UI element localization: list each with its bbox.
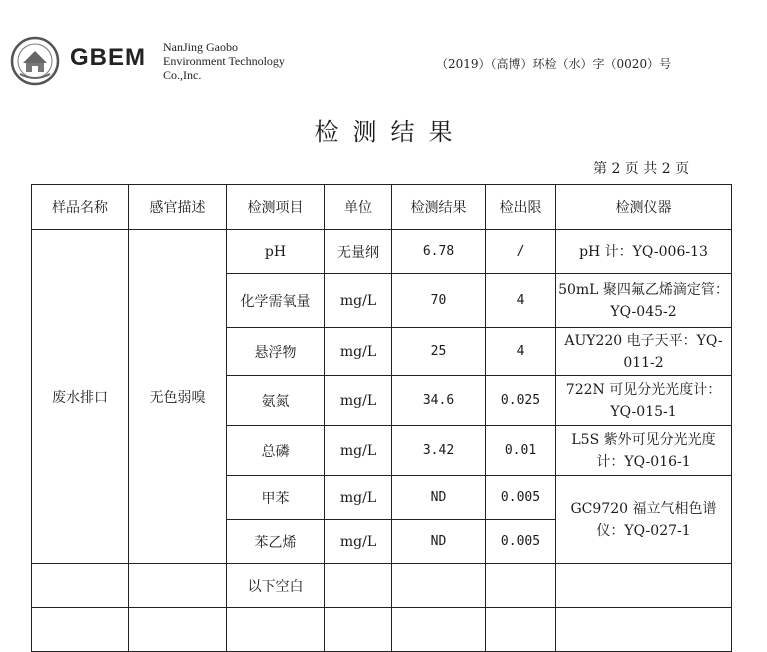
result-cell: 3.42	[392, 426, 486, 476]
empty-cell	[392, 564, 486, 608]
col-header-sample-name: 样品名称	[32, 185, 129, 230]
item-cell: 甲苯	[227, 476, 325, 520]
col-header-sensory: 感官描述	[129, 185, 227, 230]
limit-cell: 0.01	[486, 426, 556, 476]
result-cell: 6.78	[392, 230, 486, 274]
table-row	[32, 230, 732, 274]
limit-cell: 4	[486, 328, 556, 376]
brand-logo-text: GBEM	[70, 44, 146, 71]
unit-cell: mg/L	[325, 476, 392, 520]
company-line: Environment Technology	[163, 54, 285, 68]
unit-cell: mg/L	[325, 520, 392, 564]
empty-cell	[392, 608, 486, 652]
empty-cell	[486, 608, 556, 652]
empty-cell	[129, 608, 227, 652]
empty-cell	[325, 564, 392, 608]
company-logo-emblem	[10, 36, 60, 86]
result-cell: 25	[392, 328, 486, 376]
empty-cell	[129, 564, 227, 608]
empty-cell	[227, 608, 325, 652]
empty-cell	[32, 564, 129, 608]
result-cell: 34.6	[392, 376, 486, 426]
empty-cell	[32, 608, 129, 652]
col-header-limit: 检出限	[486, 185, 556, 230]
col-header-result: 检测结果	[392, 185, 486, 230]
unit-cell: mg/L	[325, 376, 392, 426]
sample-name-cell: 废水排口	[32, 230, 129, 564]
instrument-cell: pH 计：YQ-006-13	[556, 230, 732, 274]
limit-cell: 0.005	[486, 476, 556, 520]
company-line: Co.,Inc.	[163, 68, 202, 82]
instrument-cell: AUY220 电子天平：YQ-011-2	[556, 328, 732, 376]
item-cell: 总磷	[227, 426, 325, 476]
instrument-cell: GC9720 福立气相色谱仪：YQ-027-1	[556, 476, 732, 564]
col-header-item: 检测项目	[227, 185, 325, 230]
company-name	[163, 40, 285, 82]
blank-note-cell: 以下空白	[227, 564, 325, 608]
page-indicator: 第 2 页 共 2 页	[593, 161, 690, 177]
table-row	[32, 564, 732, 608]
result-cell: ND	[392, 476, 486, 520]
unit-cell: 无量纲	[325, 230, 392, 274]
limit-cell: /	[486, 230, 556, 274]
empty-cell	[486, 564, 556, 608]
document-number: （2019）（高博）环检（水）字（0020）号	[436, 57, 672, 71]
empty-cell	[556, 564, 732, 608]
unit-cell: mg/L	[325, 328, 392, 376]
limit-cell: 0.005	[486, 520, 556, 564]
empty-cell	[556, 608, 732, 652]
item-cell: 氨氮	[227, 376, 325, 426]
unit-cell: mg/L	[325, 426, 392, 476]
limit-cell: 0.025	[486, 376, 556, 426]
limit-cell: 4	[486, 274, 556, 328]
col-header-instrument: 检测仪器	[556, 185, 732, 230]
sensory-cell: 无色弱嗅	[129, 230, 227, 564]
table-header-row	[32, 185, 732, 230]
col-header-unit: 单位	[325, 185, 392, 230]
unit-cell: mg/L	[325, 274, 392, 328]
item-cell: 悬浮物	[227, 328, 325, 376]
company-line: NanJing Gaobo	[163, 40, 238, 54]
instrument-cell: L5S 紫外可见分光光度计：YQ-016-1	[556, 426, 732, 476]
item-cell: 苯乙烯	[227, 520, 325, 564]
item-cell: pH	[227, 230, 325, 274]
empty-cell	[325, 608, 392, 652]
instrument-cell: 722N 可见分光光度计：YQ-015-1	[556, 376, 732, 426]
results-table	[31, 184, 732, 652]
item-cell: 化学需氧量	[227, 274, 325, 328]
table-row	[32, 608, 732, 652]
page-title: 检测结果	[314, 118, 467, 146]
result-cell: 70	[392, 274, 486, 328]
instrument-cell: 50mL 聚四氟乙烯滴定管：YQ-045-2	[556, 274, 732, 328]
result-cell: ND	[392, 520, 486, 564]
